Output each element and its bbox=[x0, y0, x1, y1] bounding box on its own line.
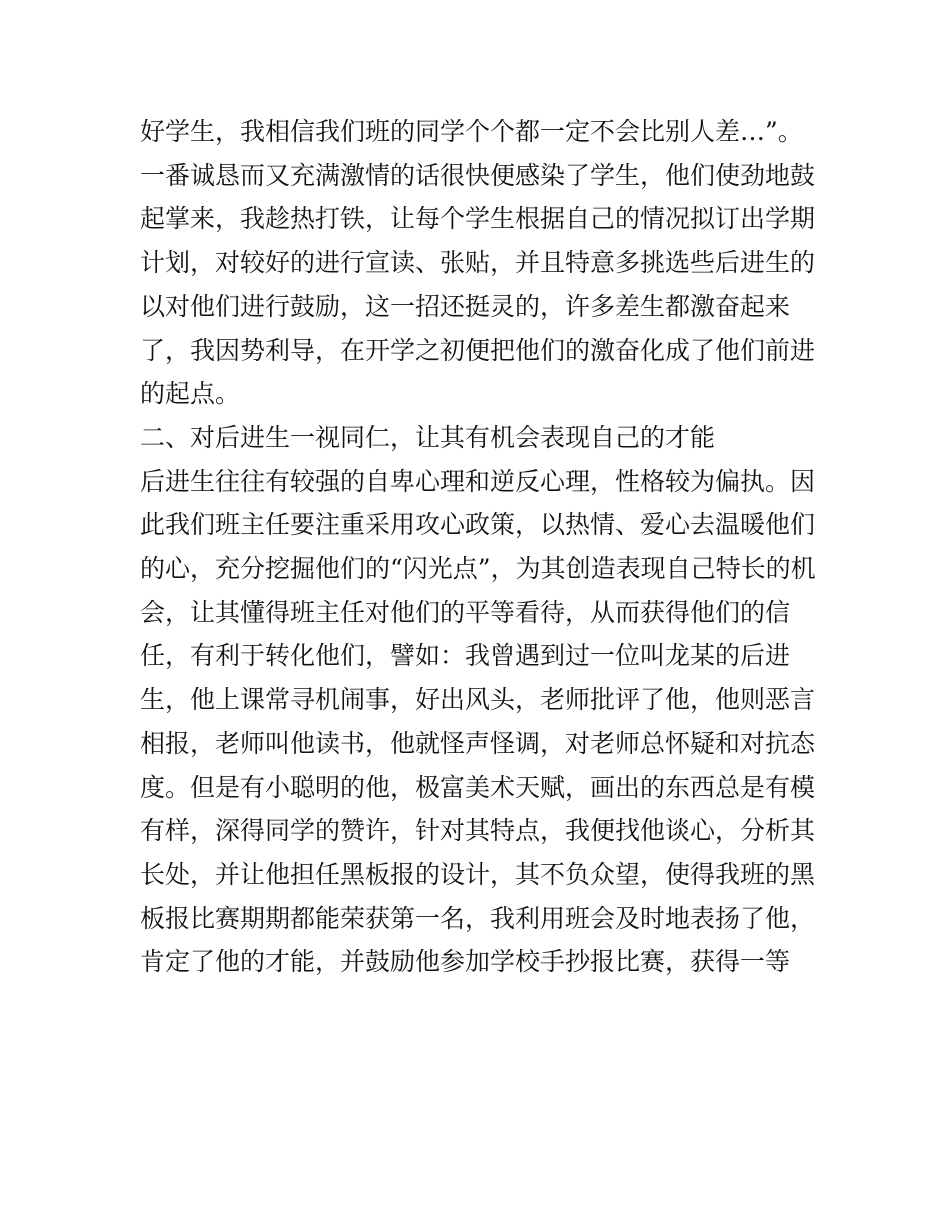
document-body bbox=[140, 110, 830, 984]
text-line: 此我们班主任要注重采用攻心政策，以热情、爱心去温暖他们 bbox=[140, 510, 816, 540]
text-line: 起掌来，我趁热打铁，让每个学生根据自己的情况拟订出学期 bbox=[140, 204, 816, 234]
section-heading: 二、对后进生一视同仁，让其有机会表现自己的才能 bbox=[140, 422, 716, 452]
text-line: 度。但是有小聪明的他，极富美术天赋，画出的东西总是有模 bbox=[140, 772, 816, 802]
text-line: 会，让其懂得班主任对他们的平等看待，从而获得他们的信 bbox=[140, 597, 791, 627]
text-line: 相报，老师叫他读书，他就怪声怪调，对老师总怀疑和对抗态 bbox=[140, 728, 816, 758]
text-line: 一番诚恳而又充满激情的话很快便感染了学生，他们使劲地鼓 bbox=[140, 160, 816, 190]
text-line: 以对他们进行鼓励，这一招还挺灵的，许多差生都激奋起来 bbox=[140, 291, 791, 321]
text-line: 的起点。 bbox=[140, 379, 241, 409]
text-line: 计划，对较好的进行宣读、张贴，并且特意多挑选些后进生的 bbox=[140, 248, 816, 278]
text-line: 任，有利于转化他们，譬如：我曾遇到过一位叫龙某的后进 bbox=[140, 641, 791, 671]
text-line: 生，他上课常寻机闹事，好出风头，老师批评了他，他则恶言 bbox=[140, 685, 816, 715]
text-line: 好学生，我相信我们班的同学个个都一定不会比别人差…”。 bbox=[140, 117, 803, 146]
text-line: 的心，充分挖掘他们的“闪光点”，为其创造表现自己特长的机 bbox=[140, 554, 816, 584]
text-line: 板报比赛期期都能荣获第一名，我利用班会及时地表扬了他， bbox=[140, 903, 816, 933]
text-line: 有样，深得同学的赞许，针对其特点，我便找他谈心，分析其 bbox=[140, 816, 816, 846]
text-line: 后进生往往有较强的自卑心理和逆反心理，性格较为偏执。因 bbox=[140, 466, 816, 496]
text-line: 肯定了他的才能，并鼓励他参加学校手抄报比赛，获得一等 bbox=[140, 947, 791, 977]
text-line: 长处，并让他担任黑板报的设计，其不负众望，使得我班的黑 bbox=[140, 859, 816, 889]
text-line: 了，我因势利导，在开学之初便把他们的激奋化成了他们前进 bbox=[140, 335, 816, 365]
